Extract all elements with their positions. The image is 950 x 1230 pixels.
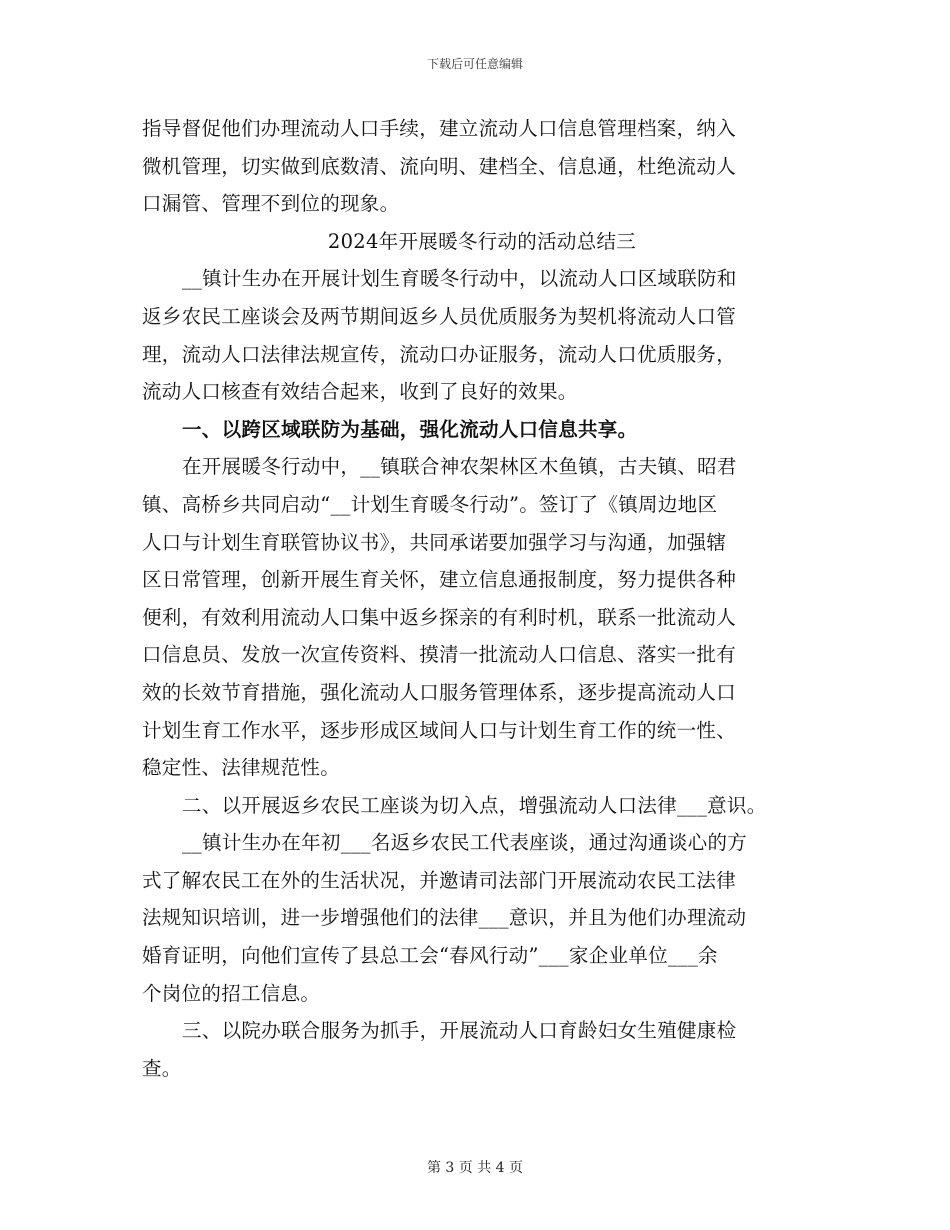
text-line: 返乡农民工座谈会及两节期间返乡人员优质服务为契机将流动人口管: [142, 304, 737, 328]
text-line: __镇计生办在年初___名返乡农民工代表座谈，通过沟通谈心的方: [182, 831, 748, 855]
text-line: 个岗位的招工信息。: [142, 981, 321, 1005]
document-body: [142, 110, 822, 1087]
text-line: 查。: [142, 1056, 182, 1080]
text-line: 镇、高桥乡共同启动“__计划生育暖冬行动”。签订了《镇周边地区: [142, 492, 718, 516]
text-line: 二、以开展返乡农民工座谈为切入点，增强流动人口法律___意识。: [182, 793, 767, 817]
text-line: 一、以跨区域联防为基础，强化流动人口信息共享。: [182, 417, 638, 441]
page-header: 下载后可任意编辑: [426, 57, 523, 71]
text-line: 效的长效节育措施，强化流动人口服务管理体系，逐步提高流动人口: [142, 680, 737, 704]
text-line: 流动人口核查有效结合起来，收到了良好的效果。: [142, 380, 578, 404]
text-line: 式了解农民工在外的生活状况，并邀请司法部门开展流动农民工法律: [142, 868, 737, 892]
text-line: 区日常管理，创新开展生育关怀，建立信息通报制度，努力提供各种: [142, 568, 737, 592]
text-line: 指导督促他们办理流动人口手续，建立流动人口信息管理档案，纳入: [142, 117, 737, 140]
text-line: 理，流动人口法律法规宣传，流动口办证服务，流动人口优质服务，: [142, 342, 737, 366]
text-line: 稳定性、法律规范性。: [142, 756, 341, 780]
text-line: 婚育证明，向他们宣传了县总工会“春风行动”___家企业单位___余: [142, 944, 718, 968]
text-line: 微机管理，切实做到底数清、流向明、建档全、信息通，杜绝流动人: [142, 154, 737, 178]
text-line: 计划生育工作水平，逐步形成区域间人口与计划生育工作的统一性、: [142, 718, 737, 742]
text-line: __镇计生办在开展计划生育暖冬行动中，以流动人口区域联防和: [182, 267, 737, 291]
text-line: 在开展暖冬行动中，__镇联合神农架林区木鱼镇，古夫镇、昭君: [182, 455, 737, 479]
text-line: 三、以院办联合服务为抓手，开展流动人口育龄妇女生殖健康检: [182, 1019, 737, 1043]
section-title: 2024年开展暖冬行动的活动总结三: [327, 229, 637, 253]
text-line: 人口与计划生育联管协议书》，共同承诺要加强学习与沟通，加强辖: [142, 530, 727, 554]
text-line: 口漏管、管理不到位的现象。: [142, 192, 400, 216]
text-line: 便利，有效利用流动人口集中返乡探亲的有利时机，联系一批流动人: [142, 605, 737, 629]
page-footer: 第 3 页 共 4 页: [426, 1160, 524, 1176]
text-line: 口信息员、发放一次宣传资料、摸清一批流动人口信息、落实一批有: [142, 643, 737, 667]
text-line: 法规知识培训，进一步增强他们的法律___意识，并且为他们办理流动: [142, 906, 747, 930]
